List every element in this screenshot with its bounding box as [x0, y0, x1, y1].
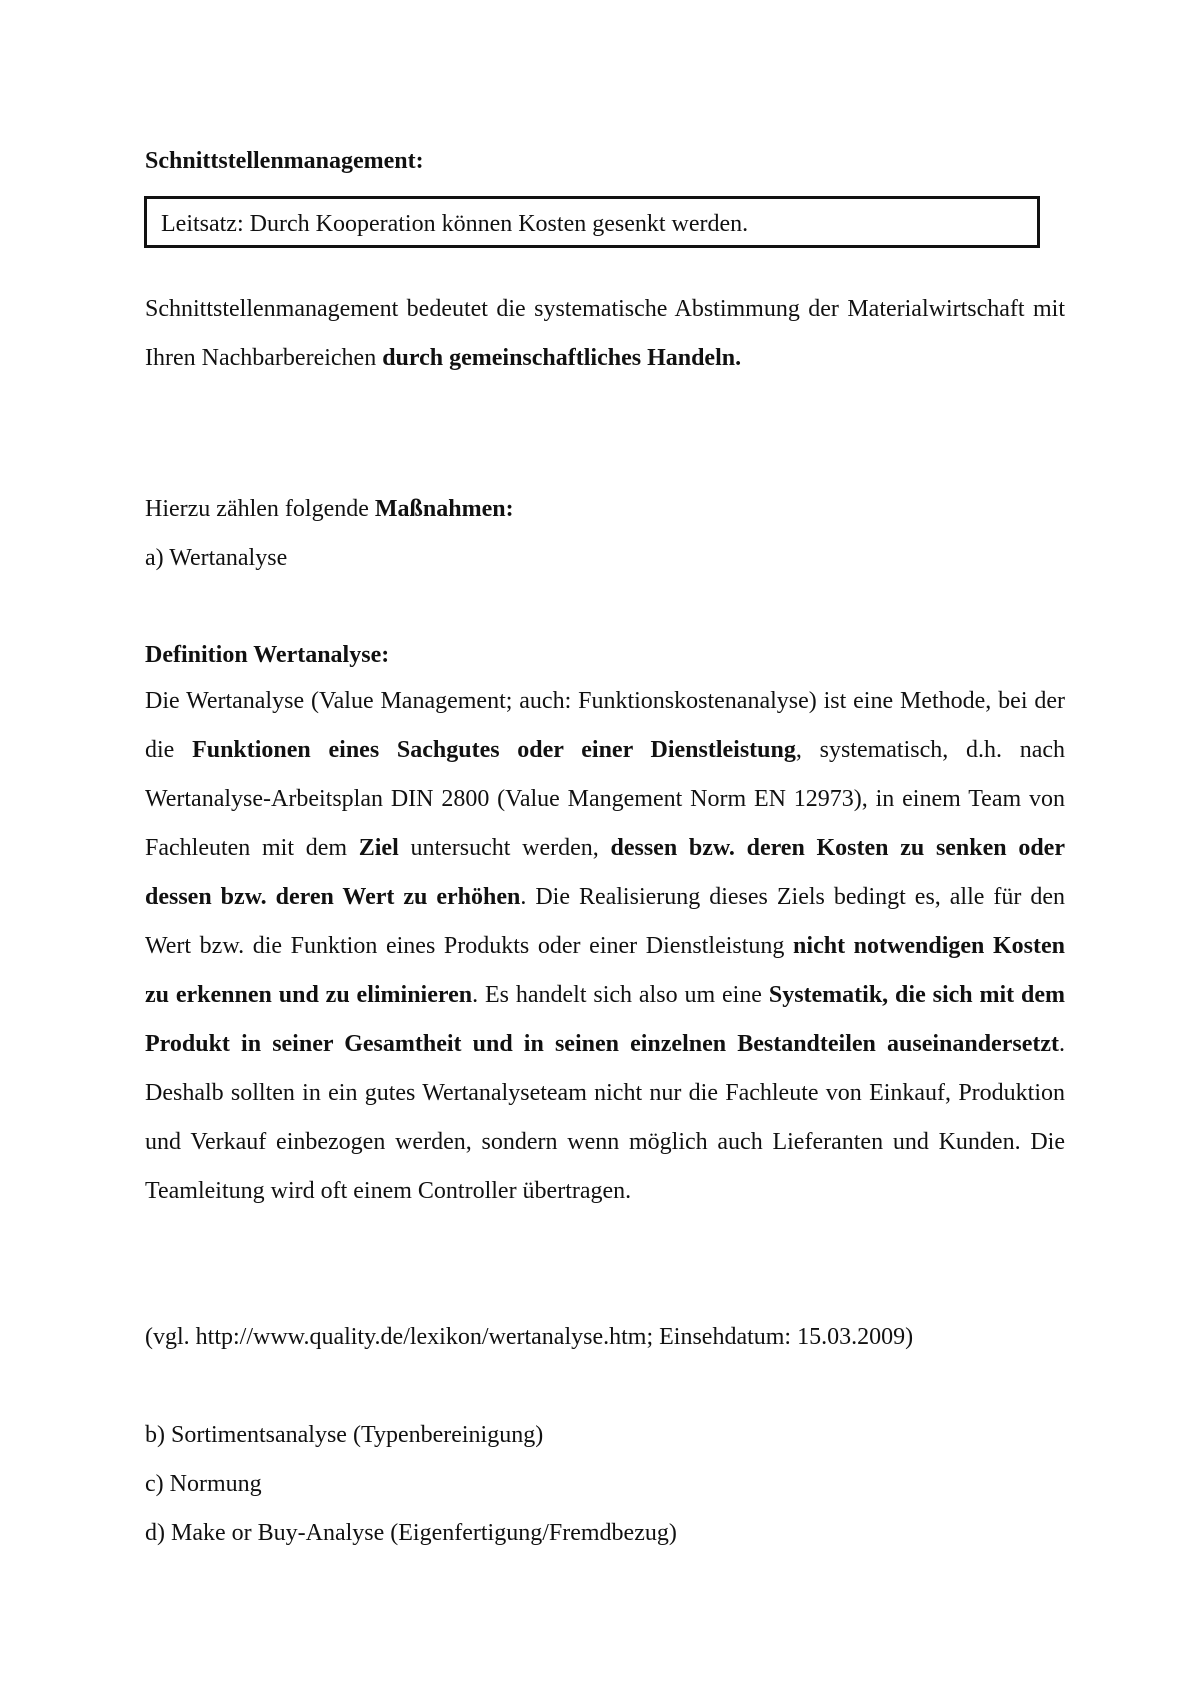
- definition-title: [145, 640, 389, 670]
- leitsatz-box: [144, 196, 1040, 248]
- list-item-c: c) Normung: [145, 1471, 262, 1497]
- definition-bold-3: dessen bzw. deren Kosten zu senken oder dessen bzw. deren Wert zu erhöhen: [145, 835, 1065, 910]
- definition-bold-2: Ziel: [358, 835, 399, 861]
- section-heading: Schnittstellenmanagement:: [145, 148, 424, 174]
- massnahmen-lead-text: Hierzu zählen folgende: [145, 496, 375, 522]
- definition-bold-1: Funktionen eines Sachgutes oder einer Dienstleistung: [192, 737, 796, 763]
- definition-text-3: untersucht werden,: [398, 835, 611, 861]
- definition-paragraph: [145, 677, 1065, 1216]
- definition-bold-4: nicht notwendigen Kosten zu erkennen und zu eliminieren: [145, 933, 1065, 1008]
- list-item-d: d) Make or Buy-Analyse (Eigenfertigung/Fremdbezug): [145, 1520, 677, 1546]
- intro-text: Schnittstellenmanagement bedeutet die systematische Abstimmung der Materialwirtschaft mit Ihren Nachbarbereichen: [145, 296, 1065, 371]
- list-item-a: a) Wertanalyse: [145, 545, 288, 571]
- definition-text-2: , systematisch, d.h. nach Wertanalyse-Arbeitsplan DIN 2800 (Value Mangement Norm EN 12973), in einem Team von Fachleuten mit dem: [145, 737, 1066, 861]
- source-citation: (vgl. http://www.quality.de/lexikon/wertanalyse.htm; Einsehdatum: 15.03.2009): [145, 1324, 914, 1350]
- massnahmen-lead-bold: Maßnahmen:: [374, 496, 514, 522]
- list-item-b: b) Sortimentsanalyse (Typenbereinigung): [145, 1422, 544, 1448]
- definition-bold-5: Systematik, die sich mit dem Produkt in seiner Gesamtheit und in seinen einzelnen Bestandteilen auseinandersetzt: [145, 982, 1066, 1057]
- massnahmen-lead: [145, 494, 514, 524]
- definition-text-5: . Es handelt sich also um eine: [472, 982, 769, 1008]
- definition-title-text: Definition Wertanalyse:: [145, 642, 390, 668]
- definition-text-1: Die Wertanalyse (Value Management; auch: Funktionskostenanalyse) ist eine Methode, bei der die: [145, 688, 1065, 763]
- definition-text-6: . Deshalb sollten in ein gutes Wertanalyseteam nicht nur die Fachleute von Einkauf, Produktion und Verkauf einbezogen werden, sondern wenn möglich auch Lieferanten und Kunden. Die Teamleitung wird oft einem Controller übertragen.: [145, 1031, 1065, 1204]
- intro-bold-text: durch gemeinschaftliches Handeln.: [382, 345, 742, 371]
- intro-paragraph: [145, 285, 1065, 383]
- leitsatz-text: Leitsatz: Durch Kooperation können Kosten gesenkt werden.: [161, 211, 749, 237]
- definition-text-4: . Die Realisierung dieses Ziels bedingt es, alle für den Wert bzw. die Funktion eines Produkts oder einer Dienstleistung: [145, 884, 1065, 959]
